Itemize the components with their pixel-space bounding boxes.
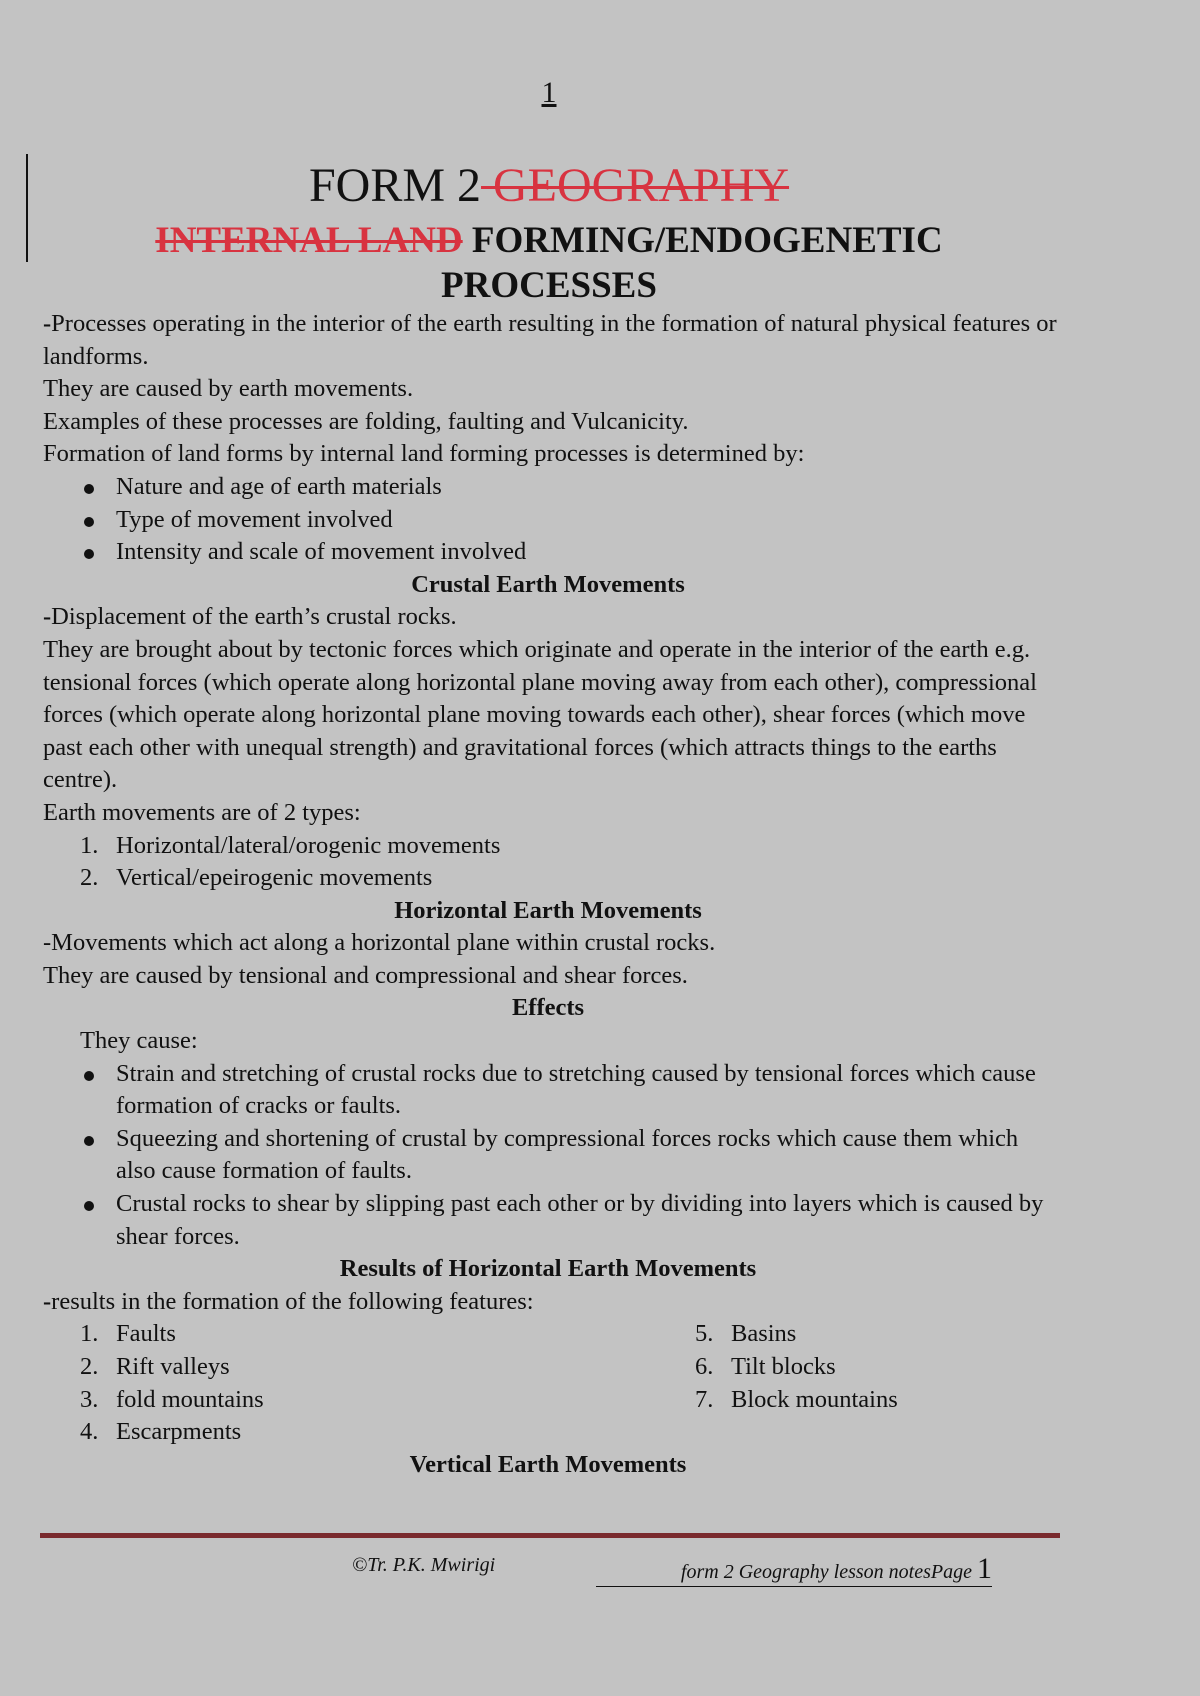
list-item: Type of movement involved xyxy=(116,504,1063,537)
list-item: Strain and stretching of crustal rocks due to stretching caused by tensional forces which cause formation of cracks or faults. xyxy=(116,1058,1063,1123)
factors-list xyxy=(43,471,1063,569)
results-list-left xyxy=(43,1318,658,1448)
list-item: 2. Vertical/epeirogenic movements xyxy=(80,864,433,892)
heading-vertical: Vertical Earth Movements xyxy=(409,1450,687,1478)
footer-author: ©Tr. P.K. Mwirigi xyxy=(352,1554,496,1576)
heading-results: Results of Horizontal Earth Movements xyxy=(339,1255,757,1283)
title-deleted-internal-land: INTERNAL LAND xyxy=(155,220,463,261)
footer-rule xyxy=(40,1533,1060,1538)
results-intro: -results in the formation of the following features: xyxy=(43,1287,534,1315)
intro-definition: -Processes operating in the interior of the earth resulting in the formation of natural physical features or landforms. xyxy=(43,310,1057,370)
horizontal-definition: -Movements which act along a horizontal plane within crustal rocks. xyxy=(43,929,716,957)
list-item: 2. Rift valleys xyxy=(80,1353,230,1380)
crustal-paragraph: They are brought about by tectonic forces which originate and operate in the interior of the earth e.g. tensional forces (which operate along horizontal plane moving away from each other), compressional forces (which operate along horizontal plane moving towards each other), shear forces (which move past each other with unequal strength) and gravitational forces (which attracts things to the earths centre). xyxy=(43,635,1037,794)
list-item: Crustal rocks to shear by slipping past each other or by dividing into layers which is caused by shear forces. xyxy=(116,1188,1063,1253)
document-body xyxy=(43,308,1063,1481)
list-item: 6. Tilt blocks xyxy=(695,1353,836,1380)
heading-crustal: Crustal Earth Movements xyxy=(411,570,685,598)
effects-list xyxy=(43,1058,1063,1254)
effects-intro: They cause: xyxy=(80,1027,198,1055)
title-deleted-geography: GEOGRAPHY xyxy=(481,159,790,212)
footer-page-number: 1 xyxy=(977,1552,992,1585)
heading-horizontal: Horizontal Earth Movements xyxy=(394,896,702,924)
heading-effects: Effects xyxy=(511,994,585,1022)
title-line-2 xyxy=(0,217,1098,265)
title-line-1 xyxy=(0,158,1098,214)
list-item: 4. Escarpments xyxy=(80,1418,242,1446)
movement-types-list xyxy=(43,830,1063,895)
horizontal-cause: They are caused by tensional and compressional and shear forces. xyxy=(43,961,688,989)
intro-determined-by: Formation of land forms by internal land forming processes is determined by: xyxy=(43,440,805,468)
results-list-right xyxy=(658,1318,898,1448)
page-number-top: 1 xyxy=(541,76,557,109)
intro-cause: They are caused by earth movements. xyxy=(43,375,414,403)
title-line-3: PROCESSES xyxy=(441,265,657,306)
list-item: 7. Block mountains xyxy=(695,1385,898,1413)
intro-examples: Examples of these processes are folding, faulting and Vulcanicity. xyxy=(43,407,689,435)
results-features xyxy=(43,1318,1063,1448)
list-item: 1. Faults xyxy=(80,1320,176,1348)
list-item: Squeezing and shortening of crustal by compressional forces rocks which cause them which also cause formation of faults. xyxy=(116,1123,1063,1188)
list-item: 3. fold mountains xyxy=(80,1385,264,1413)
list-item: 5. Basins xyxy=(695,1320,797,1348)
crustal-types-intro: Earth movements are of 2 types: xyxy=(43,798,361,826)
title-forming: FORMING/ENDOGENETIC xyxy=(462,220,943,261)
crustal-definition: -Displacement of the earth’s crustal rocks. xyxy=(43,603,457,631)
footer-doc-title: form 2 Geography lesson notesPage 1 xyxy=(596,1552,992,1587)
list-item: 1. Horizontal/lateral/orogenic movements xyxy=(80,831,501,859)
list-item: Nature and age of earth materials xyxy=(116,471,1063,504)
list-item: Intensity and scale of movement involved xyxy=(116,536,1063,569)
title-form: FORM 2 xyxy=(308,159,482,212)
